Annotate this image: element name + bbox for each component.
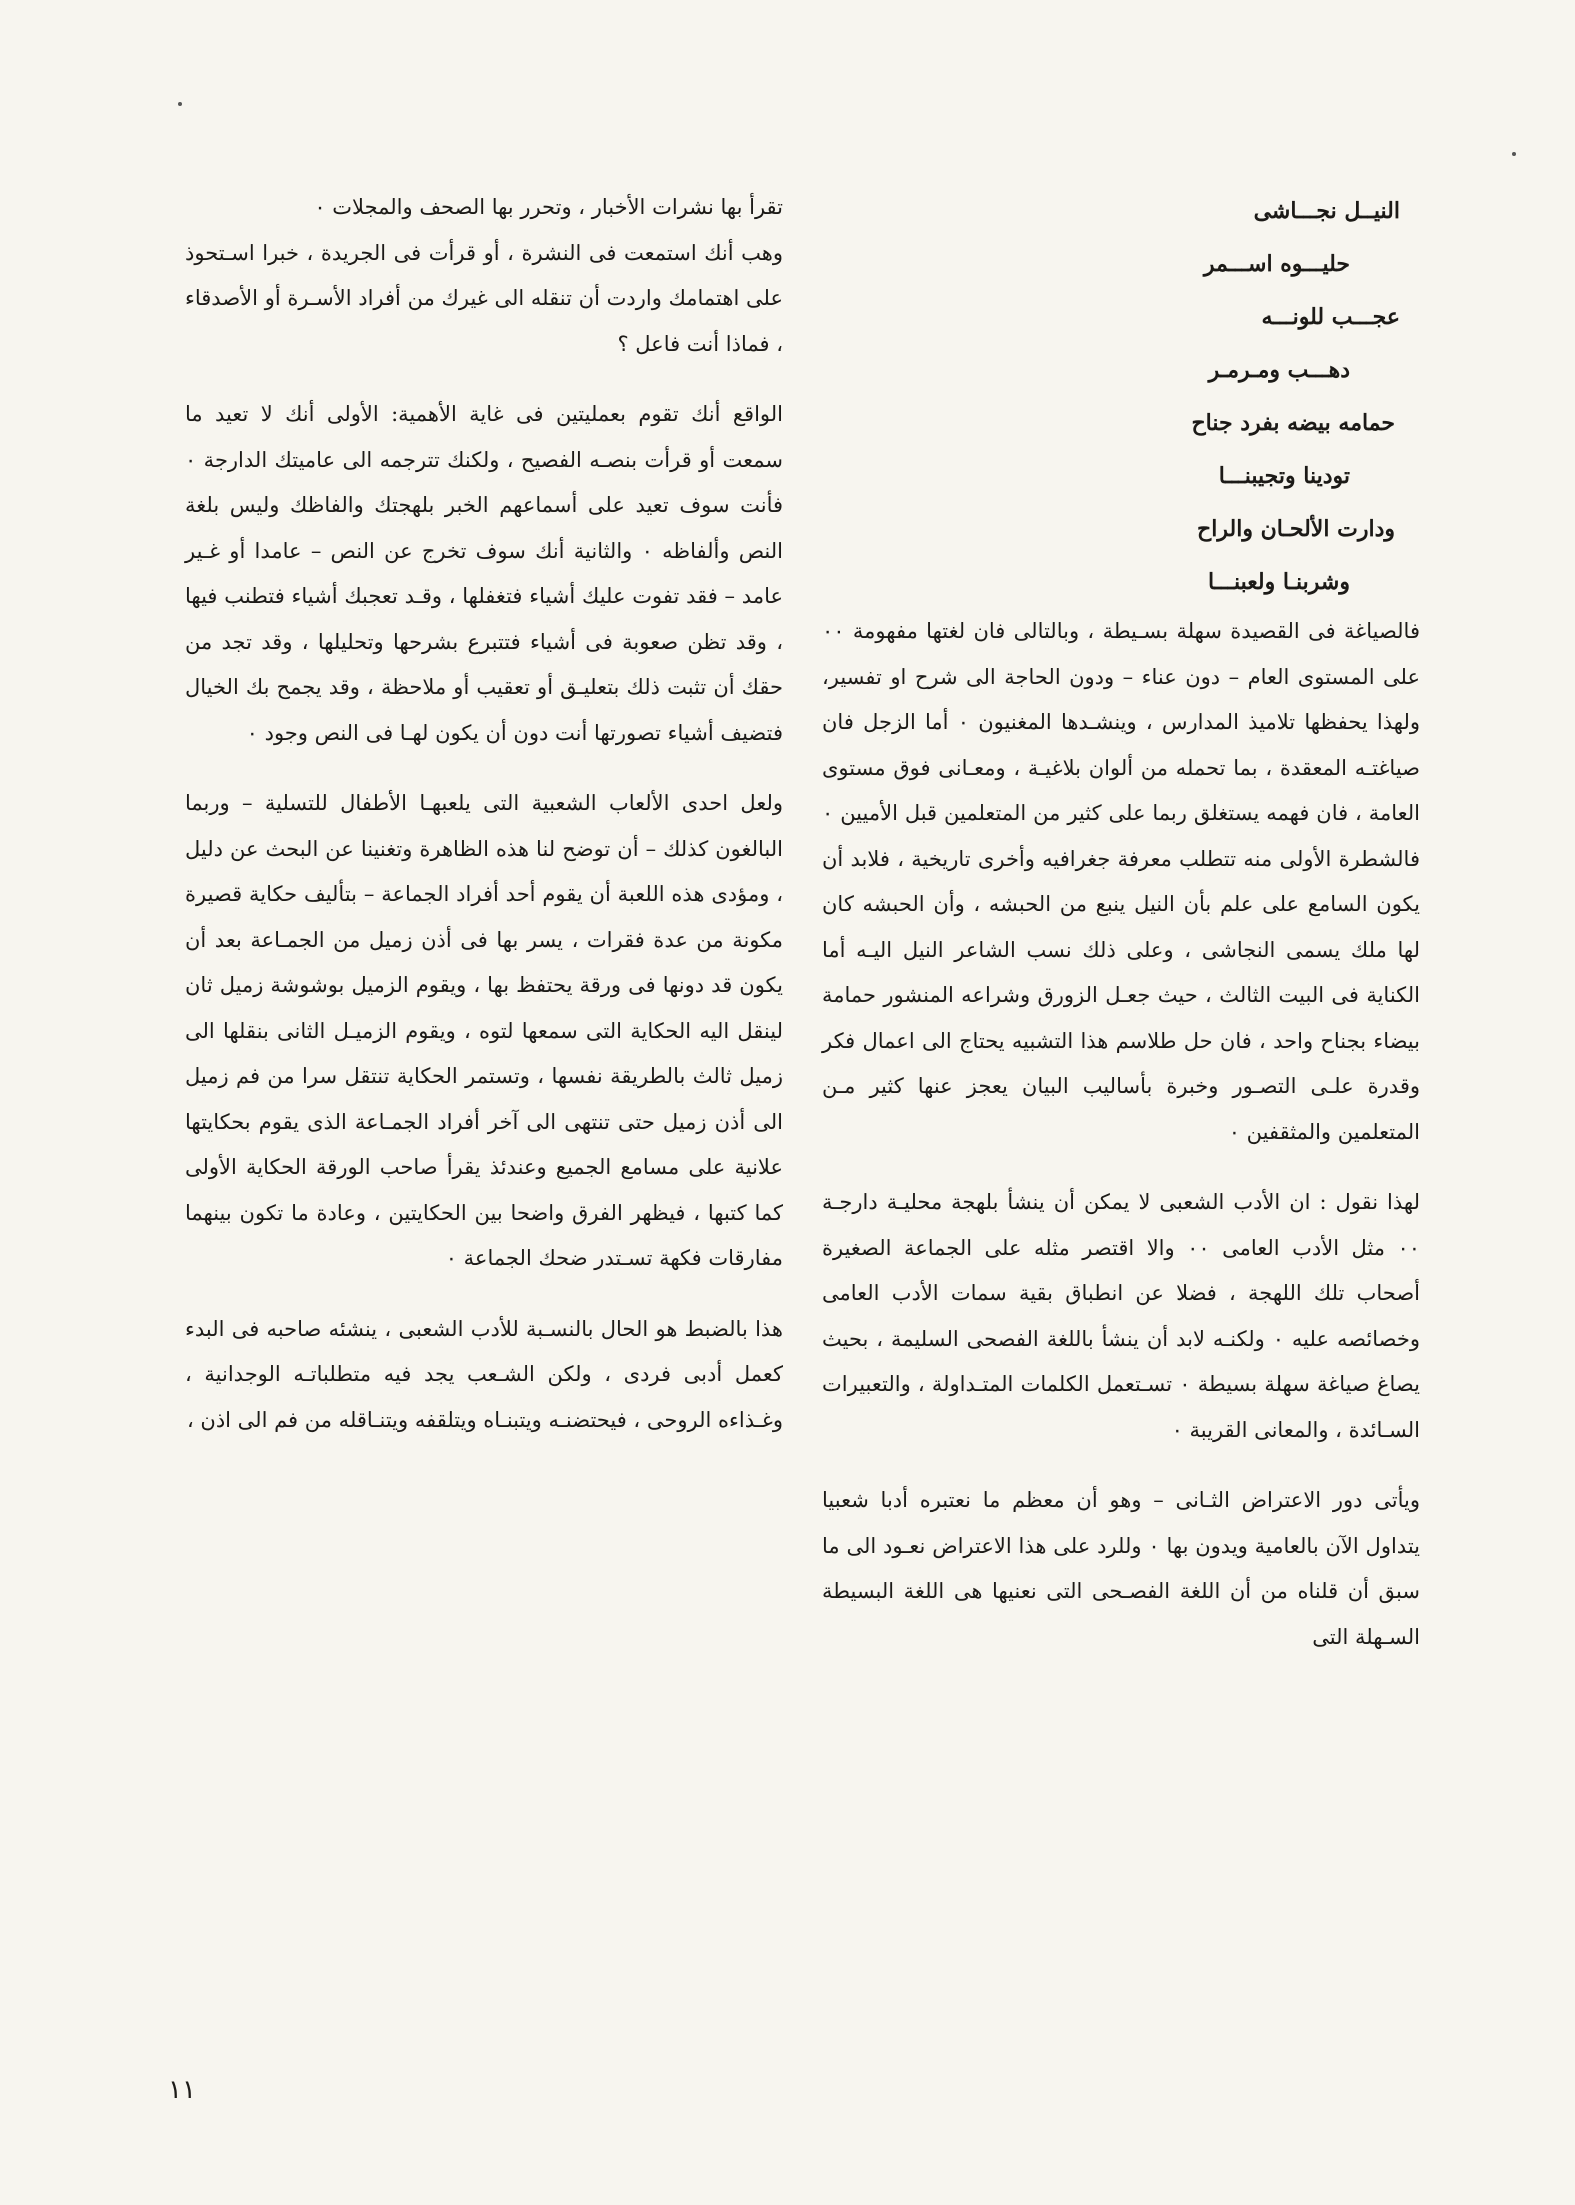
paragraph: ولعل احدى الألعاب الشعبية التى يلعبهـا الأطفال للتسلية – وربما البالغون كذلك – أن توضح لنا هذه الظاهرة وتغنينا عن البحث عن دليل ، ومؤدى هذه اللعبة أن يقوم أحد أفراد الجماعة – بتأليف حكاية قصيرة مكونة من عدة فقرات ، يسر بها فى أذن زميل من الجمـاعة بعد أن يكون قد دونها فى ورقة يحتفظ بها ، ويقوم الزميل بوشوشة زميل ثان لينقل اليه الحكاية التى سمعها لتوه ، ويقوم الزميـل الثانى بنقلها الى زميل ثالث بالطريقة نفسها ، وتستمر الحكاية تنتقل سرا من فم زميل الى أذن زميل حتى تنتهى الى آخر أفراد الجمـاعة الذى يقوم بحكايتها علانية على مسامع الجميع وعندئذ يقرأ صاحب الورقة الحكاية الأولى كما كتبها ، فيظهر الفرق واضحا بين الحكايتين ، وعادة ما تكون بينهما مفارقات فكهة تسـتدر ضحك الجماعة ٠: [185, 791, 783, 1270]
verse-line: وشربنـا ولعبنـــا: [1207, 569, 1350, 595]
verse-block: [822, 185, 1420, 609]
paragraph: الواقع أنك تقوم بعمليتين فى غاية الأهمية: الأولى أنك لا تعيد ما سمعت أو قرأت بنصـه الفصيح ، ولكنك تترجمه الى عاميتك الدارجة ٠ فأنت سوف تعيد على أسماعهم الخبر بلهجتك والفاظك وليس بلغة النص وألفاظه ٠ والثانية أنك سوف تخرج عن النص – عامدا أو غـير عامد – فقد تفوت عليك أشياء فتغفلها ، وقـد تعجبك أشياء فتطنب فيها ، وقد تظن صعوبة فى أشياء فتتبرع بشرحها وتحليلها ، وقد تجد من حقك أن تثبت ذلك بتعليـق أو تعقيب أو ملاحظة ، وقد يجمح بك الخيال فتضيف أشياء تصورتها أنت دون أن يكون لهـا فى النص وجود ٠: [185, 402, 784, 745]
page-number: ١١: [168, 2075, 196, 2105]
verse-line: عجـــب للونـــه: [1261, 304, 1400, 330]
verse-line: حمامه بيضه بفرد جناح: [1191, 410, 1395, 436]
scan-speck: [178, 102, 182, 106]
verse-line: حليـــوه اســـمر: [1203, 251, 1350, 277]
paragraph: لهذا نقول : ان الأدب الشعبى لا يمكن أن ينشأ بلهجة محليـة دارجـة ٠٠ مثل الأدب العامى ٠٠ والا اقتصر مثله على الجماعة الصغيرة أصحاب تلك اللهجة ، فضلا عن انطباق بقية سمات الأدب العامى وخصائصه عليه ٠ ولكنـه لابد أن ينشأ باللغة الفصحى السليمة ، بحيث يصاغ صياغة سهلة بسيطة ٠ تسـتعمل الكلمات المتـداولة ، والتعبيرات السـائدة ، والمعانى القريبة ٠: [822, 1190, 1420, 1442]
paragraph: ويأتى دور الاعتراض الثـانى – وهو أن معظم ما نعتبره أدبا شعبيا يتداول الآن بالعامية ويدون بها ٠ وللرد على هذا الاعتراض نعـود الى ما سبق أن قلناه من أن اللغة الفصـحى التى نعنيها هى اللغة البسيطة السـهلة التى: [822, 1488, 1420, 1649]
verse-line: تودينا وتجيبنـــا: [1218, 463, 1350, 489]
verse-line: دهـــب ومـرمـر: [1208, 357, 1350, 383]
right-column: [822, 185, 1420, 1660]
paragraph: تقرأ بها نشرات الأخبار ، وتحرر بها الصحف والمجلات ٠: [314, 195, 783, 219]
verse-line: النيــل نجـــاشى: [1253, 198, 1400, 224]
paragraph: هذا بالضبط هو الحال بالنسـبة للأدب الشعبى ، ينشئه صاحبه فى البدء كعمل أدبى فردى ، ولكن الشـعب يجد فيه متطلباتـه الوجدانية ، وغـذاءه الروحى ، فيحتضنـه ويتبنـاه ويتلقفه ويتنـاقله من فم الى اذن ،: [185, 1316, 783, 1432]
left-column: [185, 185, 783, 1443]
scan-speck: [1512, 152, 1516, 156]
verse-line: ودارت الألحـان والراح: [1197, 516, 1395, 542]
paragraph: فالصياغة فى القصيدة سهلة بسـيطة ، وبالتالى فان لغتها مفهومة ٠٠ على المستوى العام – دون عناء – ودون الحاجة الى شرح او تفسير، ولهذا يحفظها تلاميذ المدارس ، وينشـدها المغنيون ٠ أما الزجل فان صياغتـه المعقدة ، بما تحمله من ألوان بلاغيـة ، ومعـانى فوق مستوى العامة ، فان فهمه يستغلق ربما على كثير من المتعلمين قبل الأميين ٠ فالشطرة الأولى منه تتطلب معرفة جغرافيه وأخرى تاريخية ، فلابد أن يكون السامع على علم بأن النيل ينبع من الحبشه ، وأن الحبشه كان لها ملك يسمى النجاشى ، وعلى ذلك نسب الشاعر النيل اليـه أما الكناية فى البيت الثالث ، حيث جعـل الزورق وشراعه المنشور حمامة بيضاء بجناح واحد ، فان حل طلاسم هذا التشبيه يحتاج الى اعمال فكر وقدرة علـى التصـور وخبرة بأساليب البيان يعجز عنها كثير مـن المتعلمين والمثقفين ٠: [822, 619, 1421, 1144]
paragraph: وهب أنك استمعت فى النشرة ، أو قرأت فى الجريدة ، خبرا اسـتحوذ على اهتمامك واردت أن تنقله الى غيرك من أفراد الأسـرة أو الأصدقاء ، فماذا أنت فاعل ؟: [185, 240, 783, 356]
